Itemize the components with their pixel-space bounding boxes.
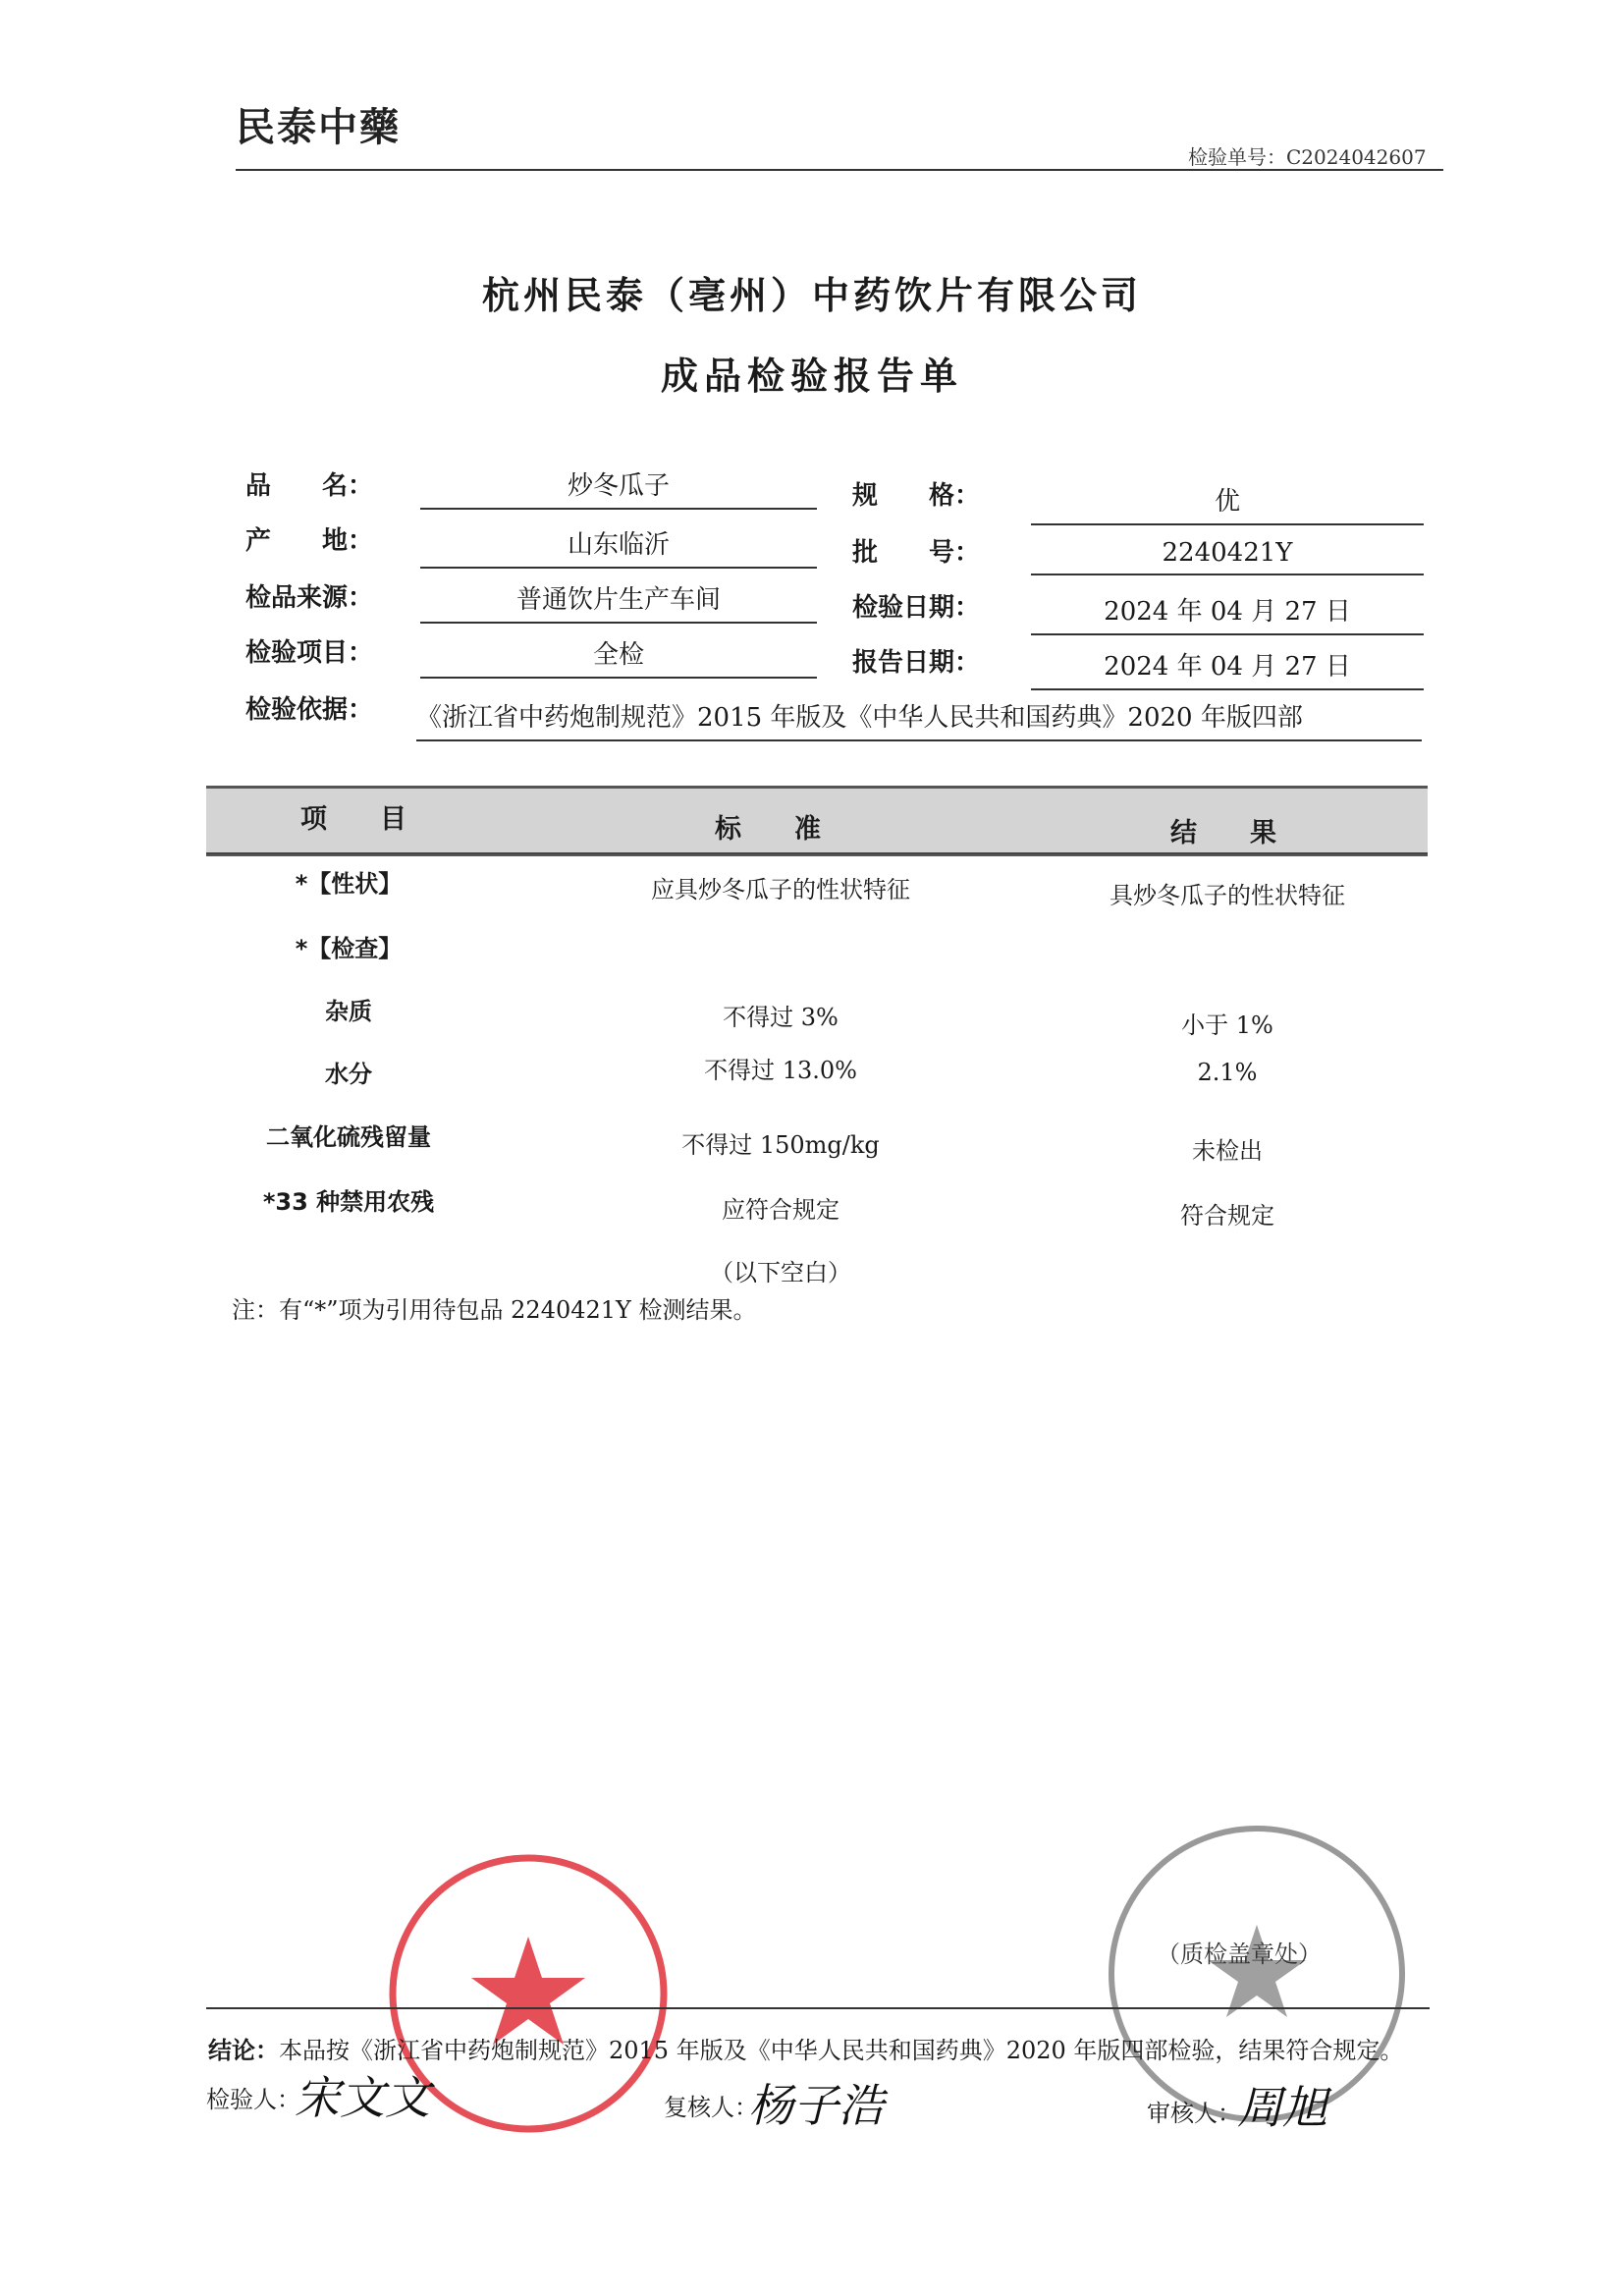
row-impurity-standard: 不得过 3%: [723, 1004, 839, 1031]
reviewer-signature: 杨子浩: [748, 2079, 884, 2132]
col-result-header: 结 果: [1170, 818, 1276, 848]
basis-label: 检验依据：: [245, 695, 374, 725]
report-number: [1188, 141, 1427, 170]
row-so2-item: 二氧化硫残留量: [266, 1123, 431, 1151]
batch-value: 2240421Y: [1031, 538, 1424, 575]
conclusion-label: 结论：: [208, 2037, 279, 2064]
row-pesticide-result: 符合规定: [1180, 1202, 1274, 1230]
inspector-signature: 宋文文: [295, 2071, 430, 2124]
row-moisture-standard: 不得过 13.0%: [704, 1057, 857, 1084]
row-moisture-result: 2.1%: [1197, 1059, 1258, 1086]
row-pesticide-standard: 应符合规定: [722, 1196, 839, 1224]
row-appearance-standard: 应具炒冬瓜子的性状特征: [651, 876, 910, 903]
reviewer-label: 复核人：: [664, 2094, 758, 2121]
product-value: 炒冬瓜子: [420, 465, 817, 510]
blank-note: （以下空白）: [710, 1259, 851, 1286]
footnote: 注：有“*”项为引用待包品 2240421Y 检测结果。: [232, 1296, 757, 1324]
col-standard-header: 标 准: [715, 814, 821, 845]
report-number-label: 检验单号：: [1188, 145, 1286, 169]
report-date-value: 2024 年 04 月 27 日: [1031, 646, 1424, 690]
table-header-rule: [206, 852, 1428, 854]
approver-signature: 周旭: [1237, 2081, 1327, 2134]
test-date-label: 检验日期：: [852, 593, 981, 623]
report-date-label: 报告日期：: [852, 648, 981, 678]
items-label: 检验项目：: [245, 638, 374, 668]
row-inspection-item: *【检查】: [295, 935, 403, 962]
origin-value: 山东临沂: [420, 524, 817, 569]
row-pesticide-item: *33 种禁用农残: [262, 1188, 435, 1216]
row-so2-standard: 不得过 150mg/kg: [681, 1131, 880, 1159]
spec-value: 优: [1031, 481, 1424, 525]
row-appearance-result: 具炒冬瓜子的性状特征: [1110, 882, 1345, 909]
origin-label: 产 地：: [245, 526, 374, 556]
conclusion-rule: [206, 2007, 1430, 2009]
row-so2-result: 未检出: [1192, 1137, 1263, 1165]
approver-label: 审核人：: [1147, 2100, 1241, 2127]
items-value: 全检: [420, 634, 817, 679]
inspector-label: 检验人：: [206, 2086, 300, 2113]
spec-label: 规 格：: [852, 481, 981, 511]
conclusion-text: 本品按《浙江省中药炮制规范》2015 年版及《中华人民共和国药典》2020 年版四部检验，结果符合规定。: [279, 2037, 1404, 2064]
batch-label: 批 号：: [852, 538, 981, 568]
source-label: 检品来源：: [245, 583, 374, 613]
test-date-value: 2024 年 04 月 27 日: [1031, 591, 1424, 635]
col-item-header: 项 目: [300, 804, 406, 835]
product-label: 品 名：: [245, 471, 374, 501]
row-moisture-item: 水分: [325, 1061, 372, 1088]
document-title: 成品检验报告单: [660, 355, 963, 398]
report-number-value: C2024042607: [1286, 145, 1427, 169]
row-appearance-item: *【性状】: [295, 870, 403, 898]
basis-value: 《浙江省中药炮制规范》2015 年版及《中华人民共和国药典》2020 年版四部: [416, 697, 1422, 741]
header-rule: [236, 169, 1443, 171]
row-impurity-item: 杂质: [325, 998, 372, 1025]
stamp-caption: （质检盖章处）: [1157, 1941, 1322, 1968]
company-title: 杭州民泰（亳州）中药饮片有限公司: [481, 274, 1142, 317]
company-logo: 民泰中藥: [236, 105, 401, 150]
row-impurity-result: 小于 1%: [1181, 1011, 1273, 1039]
conclusion: [208, 2031, 1403, 2065]
source-value: 普通饮片生产车间: [420, 579, 817, 624]
